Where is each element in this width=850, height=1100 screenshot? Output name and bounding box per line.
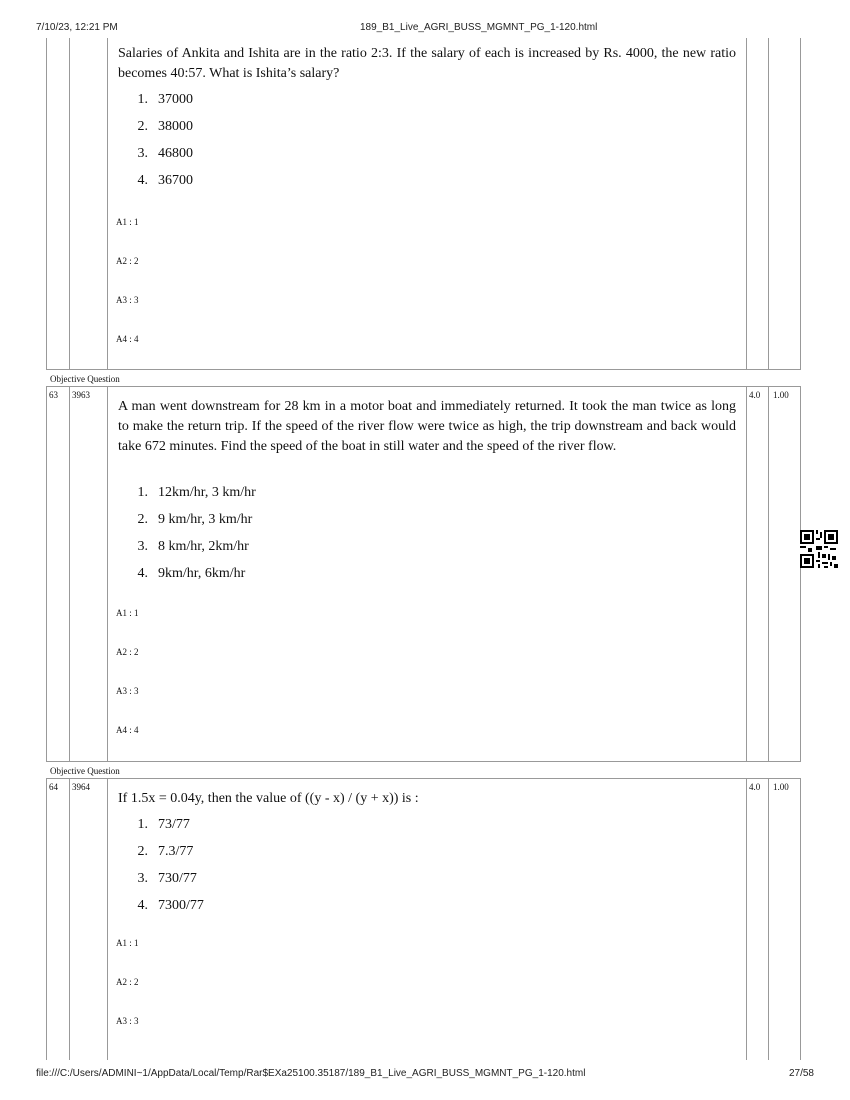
answer-key: A3 : 3 <box>116 295 139 305</box>
file-path: file:///C:/Users/ADMINI~1/AppData/Local/Temp/Rar$EXa25100.35187/189_B1_Live_AGRI_BUSS_MGMNT_PG_1-120.html <box>36 1068 586 1079</box>
question-62-options <box>118 90 193 198</box>
answer-key: A2 : 2 <box>116 977 139 987</box>
question-63-text: A man went downstream for 28 km in a motor boat and immediately returned. It took the man twice as long to make the return trip. If the speed of the river flow were twice as high, the trip downstream and back would take 672 minutes. Find the speed of the boat in still water and the speed of the river flow. <box>118 399 736 454</box>
question-63-options <box>118 483 256 591</box>
question-number: 63 <box>49 390 58 400</box>
option: 2. 9 km/hr, 3 km/hr <box>137 512 253 527</box>
marks: 4.0 <box>749 782 761 792</box>
option: 3. 46800 <box>137 146 193 161</box>
question-64-text: If 1.5x = 0.04y, then the value of ((y - x) / (y + x)) is : <box>118 791 419 806</box>
answer-key: A4 : 4 <box>116 334 139 344</box>
answer-key: A2 : 2 <box>116 256 139 266</box>
question-id: 3964 <box>72 782 90 792</box>
question-table <box>46 38 801 1060</box>
option: 1. 12km/hr, 3 km/hr <box>137 485 256 500</box>
question-id: 3963 <box>72 390 90 400</box>
qr-code-icon <box>800 530 838 568</box>
option: 3. 730/77 <box>137 871 197 886</box>
answer-key: A4 : 4 <box>116 725 139 735</box>
option: 4. 9km/hr, 6km/hr <box>137 566 246 581</box>
answer-key: A1 : 1 <box>116 608 139 618</box>
option: 2. 7.3/77 <box>137 844 194 859</box>
option: 4. 36700 <box>137 173 193 188</box>
answer-key: A3 : 3 <box>116 1016 139 1026</box>
answer-key: A1 : 1 <box>116 217 139 227</box>
negative-marks: 1.00 <box>773 390 789 400</box>
document-title: 189_B1_Live_AGRI_BUSS_MGMNT_PG_1-120.html <box>360 22 598 33</box>
option: 1. 37000 <box>137 92 193 107</box>
answer-key: A2 : 2 <box>116 647 139 657</box>
question-type: Objective Question <box>50 374 120 384</box>
option: 2. 38000 <box>137 119 193 134</box>
answer-key: A3 : 3 <box>116 686 139 696</box>
marks: 4.0 <box>749 390 761 400</box>
answer-key: A1 : 1 <box>116 938 139 948</box>
question-number: 64 <box>49 782 58 792</box>
question-64-options <box>118 815 204 923</box>
page-number: 27/58 <box>788 1068 814 1079</box>
option: 3. 8 km/hr, 2km/hr <box>137 539 249 554</box>
question-62-text: Salaries of Ankita and Ishita are in the ratio 2:3. If the salary of each is increased by Rs. 4000, the new ratio becomes 40:57. What is Ishita’s salary? <box>118 46 736 81</box>
negative-marks: 1.00 <box>773 782 789 792</box>
print-datetime: 7/10/23, 12:21 PM <box>36 22 118 33</box>
option: 1. 73/77 <box>137 817 190 832</box>
question-type: Objective Question <box>50 766 120 776</box>
option: 4. 7300/77 <box>137 898 204 913</box>
